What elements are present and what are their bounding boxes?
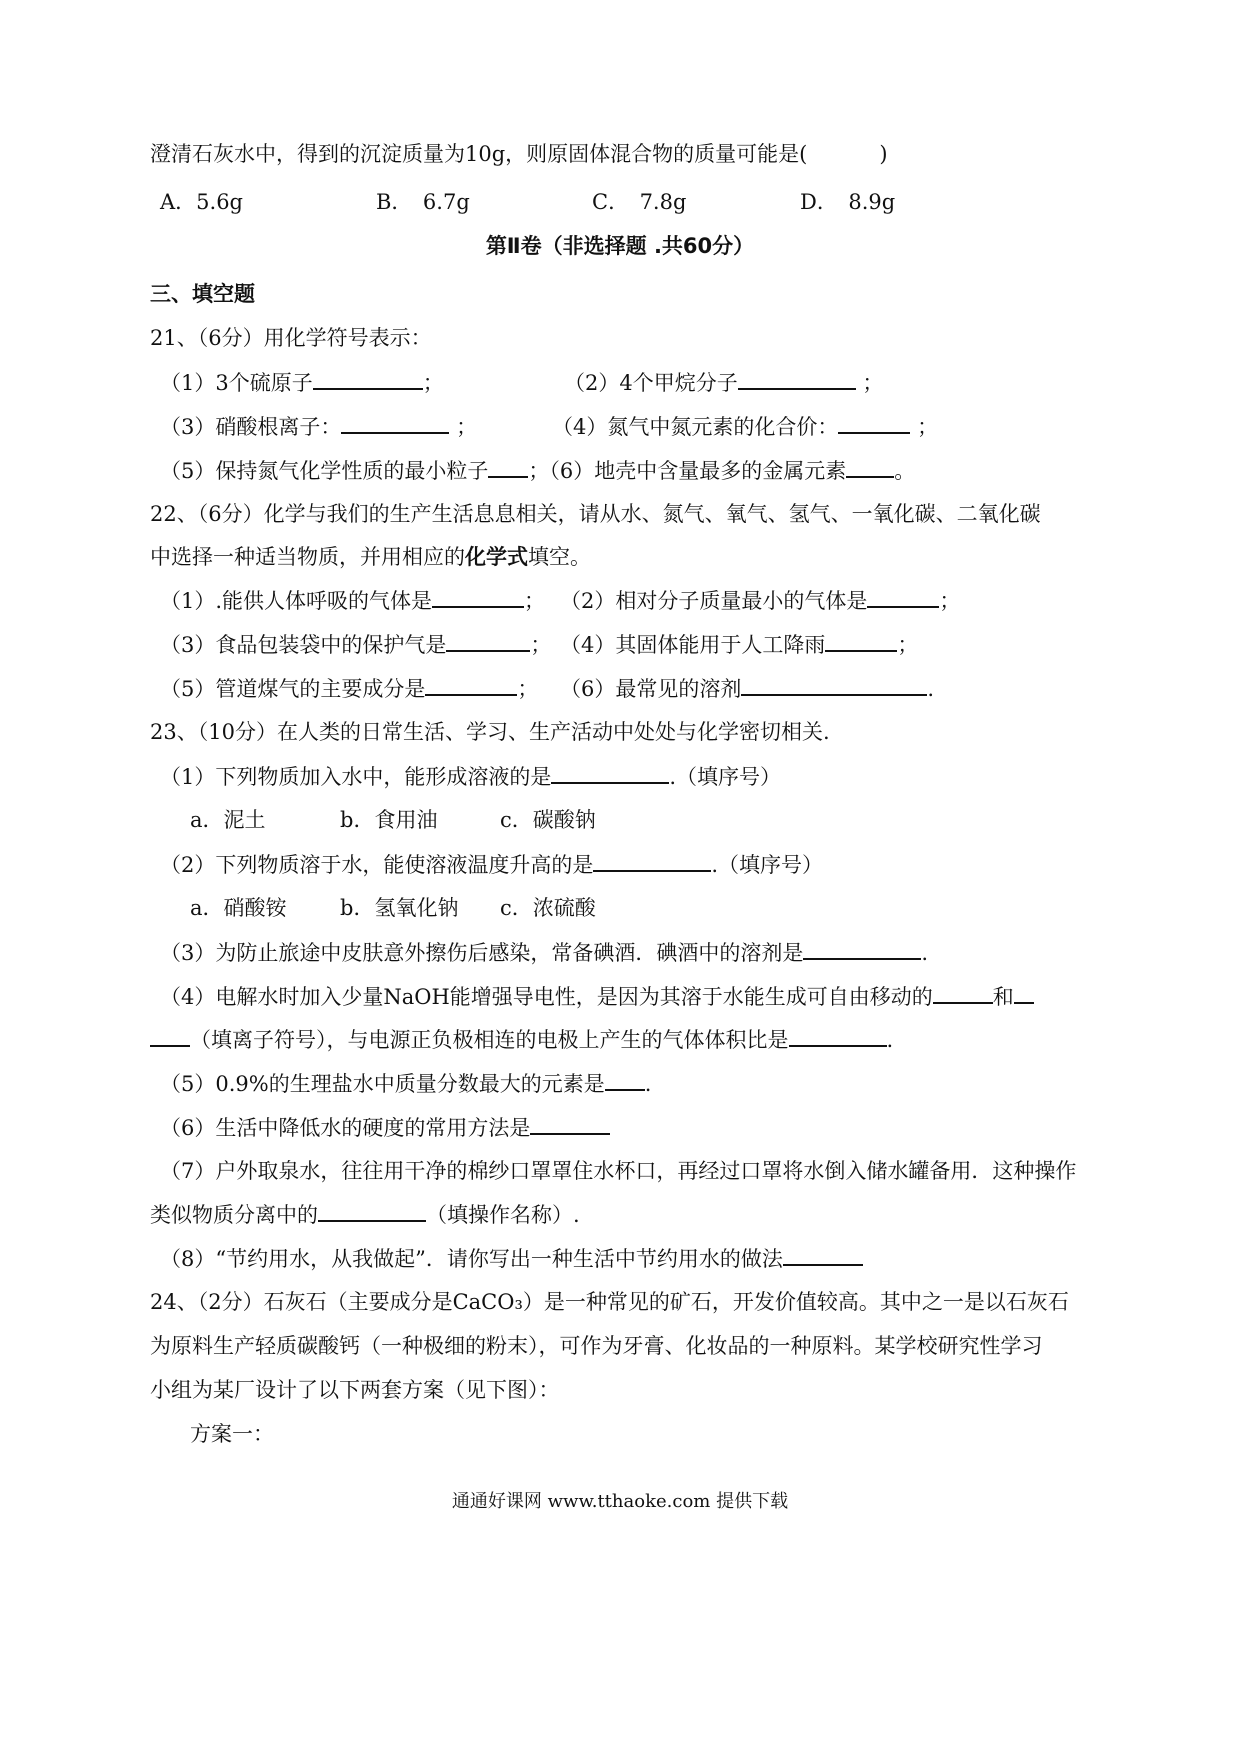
- q21-part5-6: （5）保持氮气化学性质的最小粒子 ；（6）地壳中含量最多的金属元素 。: [160, 456, 915, 485]
- answer-blank[interactable]: [783, 1244, 863, 1266]
- answer-blank[interactable]: [838, 412, 910, 434]
- answer-blank[interactable]: [551, 762, 669, 784]
- q22-part6: （6）最常见的溶剂 .: [560, 674, 934, 703]
- q23-part1: （1）下列物质加入水中，能形成溶液的是 .（填序号）: [160, 762, 781, 791]
- answer-blank[interactable]: [933, 982, 993, 1004]
- q23-part4-line2: （填离子符号），与电源正负极相连的电极上产生的气体体积比是 .: [150, 1025, 893, 1054]
- q23-part2-option-b: b．氢氧化钠: [340, 896, 459, 920]
- answer-blank[interactable]: [432, 586, 524, 608]
- q21-part3: （3）硝酸根离子： ；: [160, 412, 477, 441]
- answer-blank[interactable]: [846, 456, 894, 478]
- answer-blank[interactable]: [803, 938, 921, 960]
- answer-blank[interactable]: [789, 1025, 887, 1047]
- q23-part5: （5）0.9%的生理盐水中质量分数最大的元素是 .: [160, 1069, 651, 1098]
- answer-blank[interactable]: [425, 674, 517, 696]
- answer-blank[interactable]: [1014, 982, 1034, 1004]
- answer-blank[interactable]: [313, 368, 423, 390]
- q21-stem: 21、（6分）用化学符号表示：: [150, 326, 432, 350]
- q23-part2-option-c: c．浓硫酸: [500, 896, 596, 920]
- answer-blank[interactable]: [318, 1200, 426, 1222]
- q22-part3: （3）食品包装袋中的保护气是 ；: [160, 630, 551, 659]
- q23-part7-line1: （7）户外取泉水，往往用干净的棉纱口罩罩住水杯口，再经过口罩将水倒入储水罐备用．这种操作: [160, 1159, 1077, 1183]
- answer-blank[interactable]: [488, 456, 528, 478]
- q22-part2: （2）相对分子质量最小的气体是 ；: [560, 586, 960, 615]
- q21-part1: （1）3个硫原子 ；: [160, 368, 444, 397]
- answer-blank[interactable]: [605, 1069, 645, 1091]
- q20-option-a: A．5.6g: [160, 190, 244, 214]
- q23-part7-line2: 类似物质分离中的 （填操作名称）.: [150, 1200, 580, 1229]
- q23-part2: （2）下列物质溶于水，能使溶液温度升高的是 .（填序号）: [160, 850, 823, 879]
- answer-blank[interactable]: [738, 368, 856, 390]
- answer-blank[interactable]: [825, 630, 897, 652]
- q23-part1-option-a: a．泥土: [190, 808, 266, 832]
- q20-option-c: C． 7.8g: [592, 190, 687, 214]
- q23-part4-line1: （4）电解水时加入少量NaOH能增强导电性，是因为其溶于水能生成可自由移动的 和: [160, 982, 1034, 1011]
- q20-option-d: D． 8.9g: [800, 190, 896, 214]
- q22-stem-line2: 中选择一种适当物质，并用相应的化学式填空。: [150, 545, 591, 569]
- q20-stem: 澄清石灰水中，得到的沉淀质量为10g，则原固体混合物的质量可能是( ): [150, 142, 888, 166]
- q23-part2-option-a: a．硝酸铵: [190, 896, 287, 920]
- q23-part6: （6）生活中降低水的硬度的常用方法是: [160, 1113, 610, 1142]
- answer-blank[interactable]: [741, 674, 927, 696]
- answer-blank[interactable]: [593, 850, 711, 872]
- answer-blank[interactable]: [150, 1025, 190, 1047]
- q24-stem-line2: 为原料生产轻质碳酸钙（一种极细的粉末），可作为牙膏、化妆品的一种原料。某学校研究性学习: [150, 1334, 1043, 1358]
- answer-blank[interactable]: [341, 412, 449, 434]
- q24-stem-line3: 小组为某厂设计了以下两套方案（见下图）：: [150, 1378, 560, 1402]
- q20-option-b: B． 6.7g: [376, 190, 470, 214]
- q22-part5: （5）管道煤气的主要成分是 ；: [160, 674, 538, 703]
- q22-stem-line1: 22、（6分）化学与我们的生产生活息息相关，请从水、氮气、氧气、氢气、一氧化碳、二氧化碳: [150, 502, 1041, 526]
- page-footer: 通通好课网 www.tthaoke.com 提供下载: [451, 1491, 789, 1512]
- q22-part4: （4）其固体能用于人工降雨 ；: [560, 630, 918, 659]
- q21-part4: （4）氮气中氮元素的化合价： ；: [552, 412, 938, 441]
- q24-plan1-label: 方案一：: [190, 1422, 274, 1446]
- q23-part1-option-b: b．食用油: [340, 808, 438, 832]
- answer-blank[interactable]: [530, 1113, 610, 1135]
- q23-part8: （8）“节约用水，从我做起”．请你写出一种生活中节约用水的做法: [160, 1244, 863, 1273]
- q23-stem: 23、（10分）在人类的日常生活、学习、生产活动中处处与化学密切相关.: [150, 720, 830, 744]
- q21-part2: （2）4个甲烷分子 ；: [564, 368, 883, 397]
- answer-blank[interactable]: [867, 586, 939, 608]
- q23-part3: （3）为防止旅途中皮肤意外擦伤后感染，常备碘酒．碘酒中的溶剂是 .: [160, 938, 928, 967]
- q22-part1: （1）.能供人体呼吸的气体是 ；: [160, 586, 545, 615]
- section-3-title: 三、填空题: [150, 282, 255, 306]
- answer-blank[interactable]: [446, 630, 530, 652]
- q23-part1-option-c: c．碳酸钠: [500, 808, 596, 832]
- section-2-title: 第Ⅱ卷（非选择题 .共60分）: [485, 234, 755, 258]
- q24-stem-line1: 24、（2分）石灰石（主要成分是CaCO₃）是一种常见的矿石，开发价值较高。其中之一是以石灰石: [150, 1290, 1069, 1314]
